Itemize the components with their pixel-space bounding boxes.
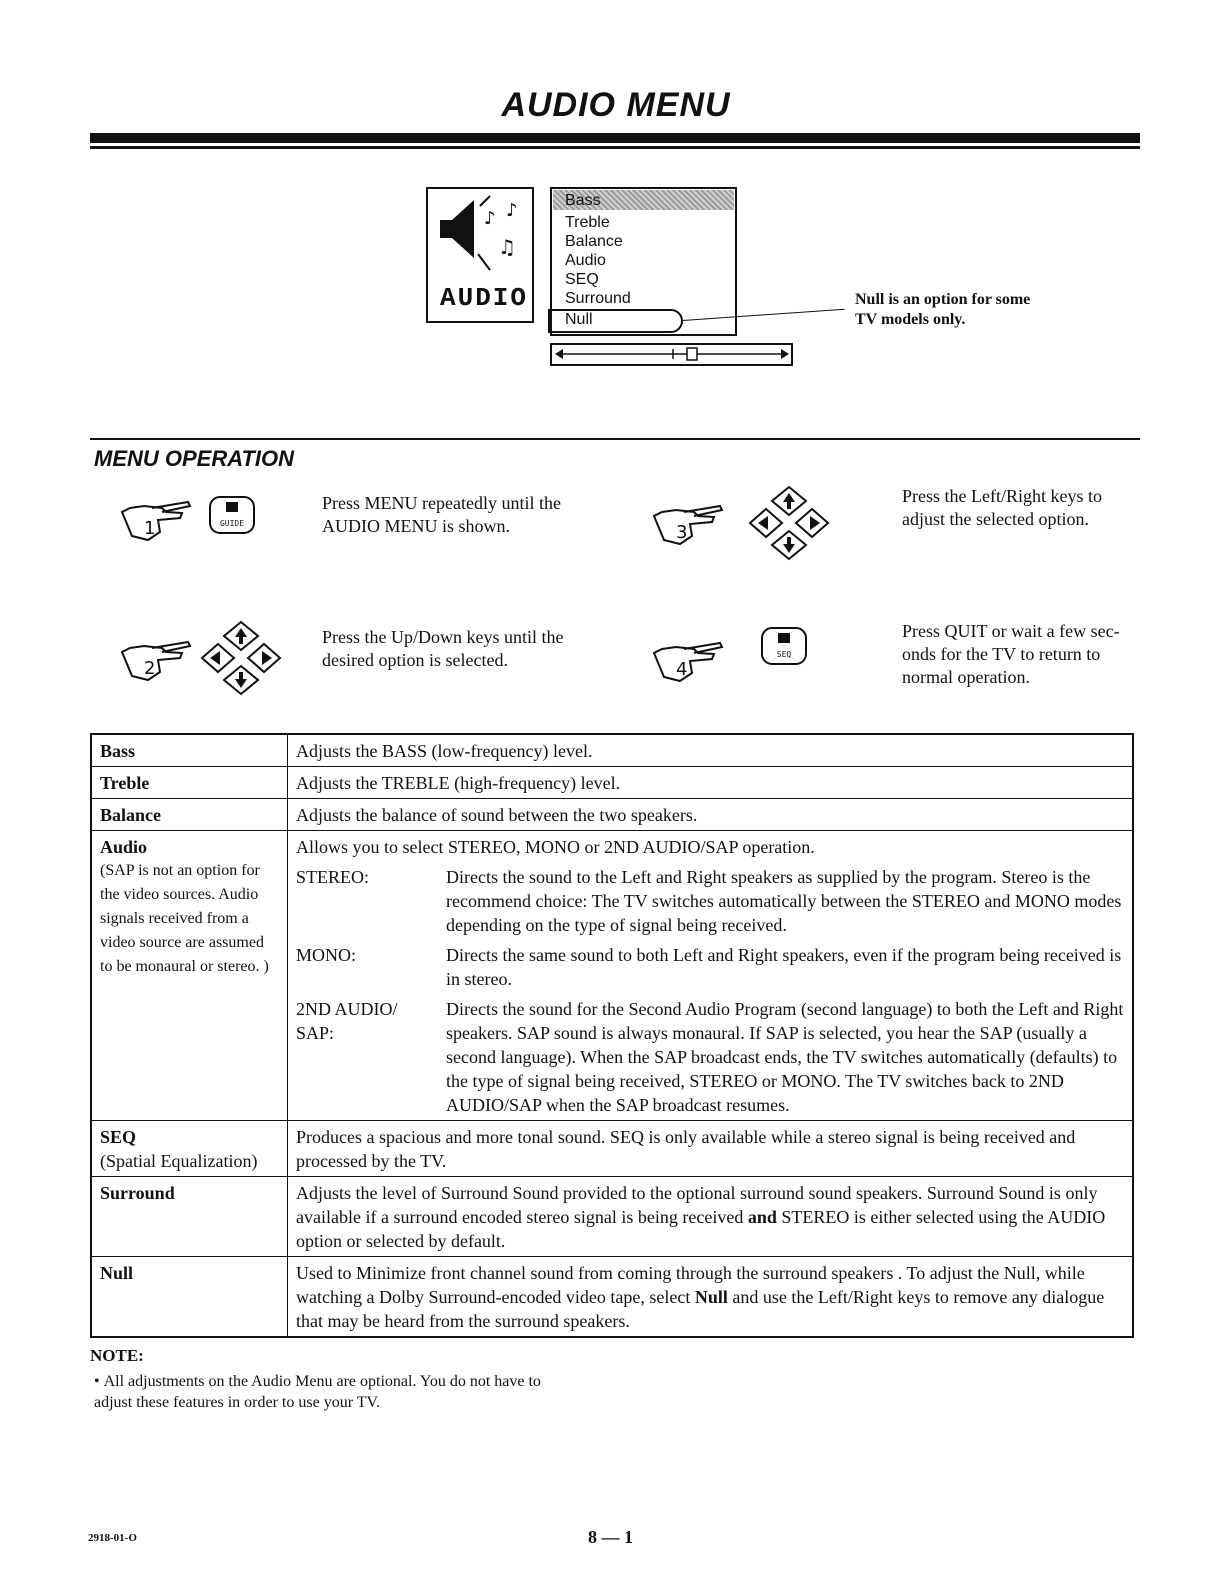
step-1-line2: AUDIO MENU is shown. <box>322 516 510 536</box>
note-text <box>94 1371 554 1413</box>
note-heading: NOTE: <box>90 1346 144 1365</box>
desc-part: Adjusts the level of Surround Sound provided to the optional surround sound speakers. Surround Sound is only available if a surround encoded stereo signal is being received <box>296 1183 1098 1227</box>
svg-text:♪: ♪ <box>484 208 496 229</box>
header-rule <box>90 133 1140 143</box>
step-3-line1: Press the Left/Right keys to <box>902 486 1102 506</box>
page-title: AUDIO MENU <box>501 86 731 124</box>
osd-menu-item-treble[interactable]: Treble <box>565 214 610 231</box>
section-heading: MENU OPERATION <box>94 446 295 471</box>
osd-menu-item-null[interactable]: Null <box>565 311 593 328</box>
seq-label: SEQ <box>100 1127 137 1147</box>
table-row <box>91 831 1133 1121</box>
header-rule-thin <box>90 146 1140 149</box>
osd-menu-item-balance[interactable]: Balance <box>565 233 623 250</box>
step-number: 1 <box>144 518 156 539</box>
bullet-icon: • <box>94 1373 104 1390</box>
step-1-text <box>322 492 561 538</box>
desc-part: Used to Minimize front channel sound from coming through the surround speakers . To adjust the Null, while watching a Dolby Surround-encoded video tape, select <box>296 1263 1085 1307</box>
row-desc: Adjusts the TREBLE (high-frequency) level. <box>288 767 1134 799</box>
step-number: 2 <box>144 658 156 679</box>
doc-code: 2918-01-O <box>88 1532 137 1544</box>
mode-label: MONO: <box>296 945 357 965</box>
svg-text:SEQ: SEQ <box>776 650 792 659</box>
osd-menu-item-bass[interactable]: Bass <box>565 192 601 209</box>
step-2-line1: Press the Up/Down keys until the <box>322 627 564 647</box>
table-row <box>91 799 1133 831</box>
mode-label <box>296 997 446 1117</box>
row-desc-surround <box>288 1177 1134 1257</box>
null-note-line2: TV models only. <box>855 311 966 328</box>
mode-label: STEREO: <box>296 867 370 887</box>
null-note <box>855 290 1030 330</box>
table-row <box>91 767 1133 799</box>
desc-bold: Null <box>694 1287 728 1307</box>
table-row <box>91 1121 1133 1177</box>
audio-logo: AUDIO <box>440 283 529 313</box>
arrow-keys-icon <box>746 485 832 561</box>
audio-intro: Allows you to select STEREO, MONO or 2ND AUDIO/SAP operation. <box>296 837 815 857</box>
hand-pointer-icon <box>650 500 730 548</box>
mode-stereo <box>296 865 1124 937</box>
step-4-line1: Press QUIT or wait a few sec- <box>902 621 1120 641</box>
null-note-line1: Null is an option for some <box>855 291 1031 308</box>
row-label: Bass <box>91 734 288 767</box>
speaker-music-icon <box>432 192 528 282</box>
table-row <box>91 1257 1133 1338</box>
table-row <box>91 1177 1133 1257</box>
table-row <box>91 734 1133 767</box>
desc-bold: and <box>747 1207 777 1227</box>
seq-sublabel: (Spatial Equalization) <box>100 1151 258 1171</box>
mode-mono <box>296 943 1124 991</box>
osd-menu-item-seq[interactable]: SEQ <box>565 271 599 288</box>
step-4-line2: onds for the TV to return to <box>902 644 1101 664</box>
step-number: 3 <box>676 522 688 543</box>
row-label: Null <box>91 1257 288 1338</box>
osd-menu-item-audio[interactable]: Audio <box>565 252 606 269</box>
step-3-text <box>902 485 1102 531</box>
row-desc-null <box>288 1257 1134 1338</box>
row-label: Surround <box>91 1177 288 1257</box>
arrow-keys-icon <box>198 620 284 696</box>
row-label-seq <box>91 1121 288 1177</box>
audio-label: Audio <box>100 837 148 857</box>
hand-pointer-icon <box>650 637 730 685</box>
audio-options-table <box>90 733 1134 1338</box>
hand-pointer-icon <box>118 636 198 684</box>
step-2-text <box>322 626 563 672</box>
mode-desc: Directs the sound for the Second Audio Program (second language) to both the Left and Right speakers. SAP sound is always monaural. If SAP is selected, you hear the SAP (usually a second language). When the SAP broadcast ends, the TV switches automatically (defaults) to the type of signal being received, STEREO or MONO. The TV switches back to 2ND AUDIO/SAP when the SAP broadcast resumes. <box>446 999 1124 1115</box>
svg-text:♪: ♪ <box>506 200 518 221</box>
sap-label-line1: 2ND AUDIO/ <box>296 999 398 1019</box>
note-body: All adjustments on the Audio Menu are optional. You do not have to adjust these features in order to use your TV. <box>94 1373 541 1411</box>
step-2-line2: desired option is selected. <box>322 650 508 670</box>
sap-label-line2: SAP: <box>296 1023 335 1043</box>
mode-sap <box>296 997 1124 1117</box>
osd-menu-item-surround[interactable]: Surround <box>565 290 631 307</box>
quit-seq-button-icon <box>760 626 808 666</box>
step-number: 4 <box>676 659 688 680</box>
step-1-line1: Press MENU repeatedly until the <box>322 493 561 513</box>
svg-text:GUIDE: GUIDE <box>219 519 245 528</box>
desc-part: STEREO is either selected using the AUDIO option or selected by default. <box>296 1207 1106 1251</box>
step-4-line3: normal operation. <box>902 667 1030 687</box>
svg-text:♫: ♫ <box>498 235 516 259</box>
section-rule <box>90 438 1140 440</box>
mode-desc: Directs the same sound to both Left and Right speakers, even if the program being received is in stereo. <box>446 945 1122 989</box>
step-4-text <box>902 620 1120 689</box>
row-label: Balance <box>91 799 288 831</box>
slider-track <box>553 346 791 363</box>
menu-guide-button-icon <box>208 495 256 535</box>
desc-part: and use the Left/Right keys to remove any dialogue that may be heard from the surround speakers. <box>296 1287 1105 1331</box>
hand-pointer-icon <box>118 496 198 544</box>
row-desc-audio <box>288 831 1134 1121</box>
row-desc: Produces a spacious and more tonal sound. SEQ is only available while a stereo signal is being received and processed by the TV. <box>288 1121 1134 1177</box>
step-3-line2: adjust the selected option. <box>902 509 1089 529</box>
row-desc: Adjusts the BASS (low-frequency) level. <box>288 734 1134 767</box>
audio-sublabel: (SAP is not an option for the video sources. Audio signals received from a video source are assumed to be monaural or stereo. ) <box>100 862 269 975</box>
page-number: 8 — 1 <box>588 1527 633 1547</box>
row-label-audio <box>91 831 288 1121</box>
mode-desc: Directs the sound to the Left and Right speakers as supplied by the program. Stereo is the recommend choice: The TV switches automatically between the STEREO and MONO modes depending on the type of signal being received. <box>446 867 1122 935</box>
row-desc: Adjusts the balance of sound between the two speakers. <box>288 799 1134 831</box>
row-label: Treble <box>91 767 288 799</box>
